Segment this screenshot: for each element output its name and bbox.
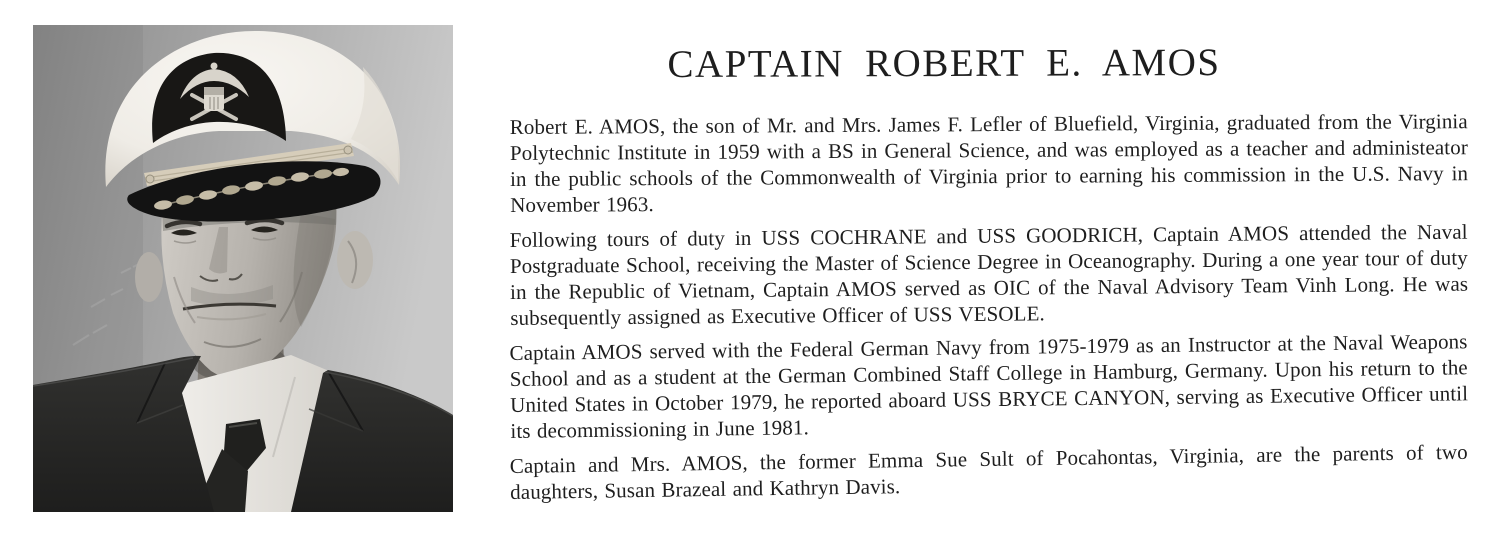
shield-chief [204, 87, 224, 95]
bio-paragraph-1: Robert E. AMOS, the son of Mr. and Mrs. James F. Lefler of Bluefield, Virginia, graduated from the Virginia Polytechnic Institute in 1959 with a BS in General Science, and was employed as a teacher and administeator in the public schools of the Commonwealth of Virginia prior to earning his commission in the U.S. Navy in November 1963. [509, 109, 1469, 217]
biography-text-column [509, 41, 1469, 505]
page-title: CAPTAIN ROBERT E. AMOS [667, 41, 1221, 86]
eagle-head [211, 63, 218, 70]
bio-paragraph-2: Following tours of duty in USS COCHRANE and USS GOODRICH, Captain AMOS attended the Naval Postgraduate School, receiving the Master of Science Degree in Oceanography. During a one year tour of duty in the Republic of Vietnam, Captain AMOS served as OIC of the Naval Advisory Team Vinh Long. He was subsequently assigned as Executive Officer of USS VESOLE. [509, 219, 1469, 330]
strap-button-right [344, 146, 352, 154]
bio-paragraph-4: Captain and Mrs. AMOS, the former Emma Sue Sult of Pocahontas, Virginia, are the parents of two daughters, Susan Brazeal and Kathryn Davis. [509, 439, 1468, 504]
left-ear [135, 252, 163, 302]
strap-button-left [146, 175, 154, 183]
bio-paragraph-3: Captain AMOS served with the Federal German Navy from 1975-1979 as an Instructor at the Naval Weapons School and as a student at the German Combined Staff College in Hamburg, Germany. Upon his return to the United States in October 1979, he reported aboard USS BRYCE CANYON, serving as Executive Officer until its decommissioning in June 1981. [509, 329, 1469, 443]
portrait-illustration [33, 25, 453, 512]
portrait-photo [33, 25, 453, 512]
